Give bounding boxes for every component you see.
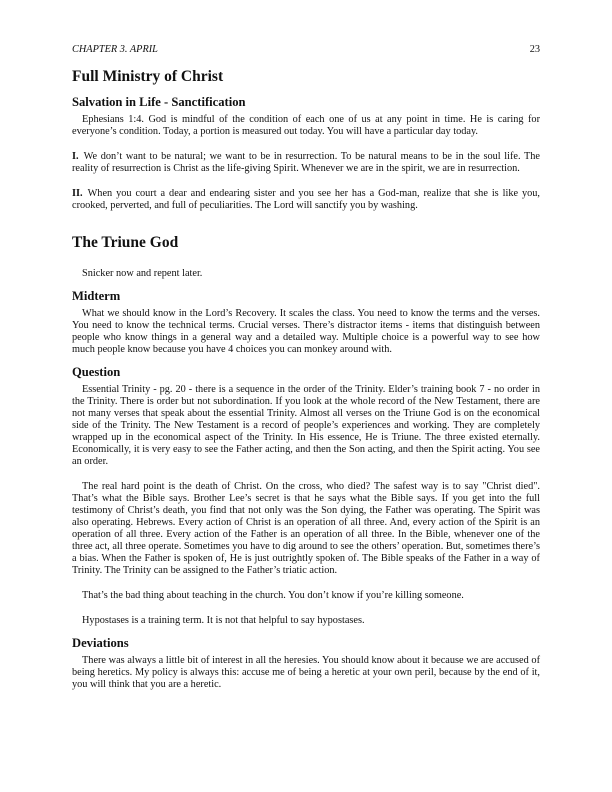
subsection-title-salvation: Salvation in Life - Sanctification (72, 95, 246, 109)
numbered-item-2 (72, 188, 540, 212)
paragraph: That’s the bad thing about teaching in the church. You don’t know if you’re killing someone. (82, 590, 464, 601)
page-header (72, 44, 540, 56)
paragraph: Snicker now and repent later. (82, 268, 203, 279)
section-title-full-ministry: Full Ministry of Christ (72, 68, 224, 85)
item-number: I. (72, 151, 79, 162)
page-number: 23 (529, 44, 540, 55)
paragraph: The real hard point is the death of Christ. On the cross, who died? The safest way is to say "Christ died". That’s what the Bible says. Brother Lee’s secret is that he says what the Bible says. If you get into the full testimony of Christ’s death, you find that not only was the Son dying, the Father was operating. The Spirit was also operating. Hebrews. Every action of Christ is an operation of all three. And, every action of the Spirit is an operation of all three. Every action of the Father is an operation of all three. In the Bible, whenever one of the three act, all three operate. Sometimes you have to dig around to see the others’ operation. But, sometimes there’s a bias. When the Father is spoken of, He is just outrightly spoken of. The Bible speaks of the Father in a way of Trinity. The Trinity can be assigned to the Father’s triatic action. (72, 481, 540, 576)
section-title-triune-god: The Triune God (72, 234, 179, 251)
item-number: II. (72, 188, 83, 199)
subsection-title-question: Question (72, 365, 121, 379)
subsection-title-midterm: Midterm (72, 289, 121, 303)
numbered-item-1 (72, 151, 540, 175)
paragraph: Essential Trinity - pg. 20 - there is a sequence in the order of the Trinity. Elder’s training book 7 - no order in the Trinity. There is order but not subordination. If you look at the whole record of the New Testament, there are not many verses that speak about the essential Trinity. Almost all verses on the Triune God is on the economical side of the Trinity. The New Testament is a record of people’s experiences and working. They are completely wrapped up in the economical aspect of the Trinity. In His essence, He is Triune. The three existed eternally. Economically, it is very easy to see the Father acting, and then the Son acting, and then the Spirit acting. You see an order. (72, 384, 540, 467)
paragraph: There was always a little bit of interest in all the heresies. You should know about it because we are accused of being heretics. My policy is always this: accuse me of being a heretic at your own peril, because by the end of it, you will think that you are a heretic. (72, 655, 540, 690)
subsection-title-deviations: Deviations (72, 636, 129, 650)
item-text: When you court a dear and endearing sister and you see her has a God-man, realize that she is like you, crooked, perverted, and full of peculiarities. The Lord will sanctify you by washing. (72, 188, 540, 211)
paragraph: Hypostases is a training term. It is not that helpful to say hypostases. (82, 615, 365, 626)
item-text: We don’t want to be natural; we want to be in resurrection. To be natural means to be in the soul life. The reality of resurrection is Christ as the life-giving Spirit. Whenever we are in the spirit, we are in resurrection. (72, 151, 540, 174)
paragraph: Ephesians 1:4. God is mindful of the condition of each one of us at any point in time. He is caring for everyone’s condition. Today, a portion is measured out today. You will have a particular day today. (72, 114, 540, 137)
paragraph: What we should know in the Lord’s Recovery. It scales the class. You need to know the terms and the verses. You need to know the technical terms. Crucial verses. There’s distractor items - items that distinguish between people who know things in a general way and a detailed way. Multiple choice is a powerful way to see how much people know because you have 4 choices you can monkey around with. (72, 308, 540, 355)
running-header: CHAPTER 3. APRIL (72, 44, 158, 55)
